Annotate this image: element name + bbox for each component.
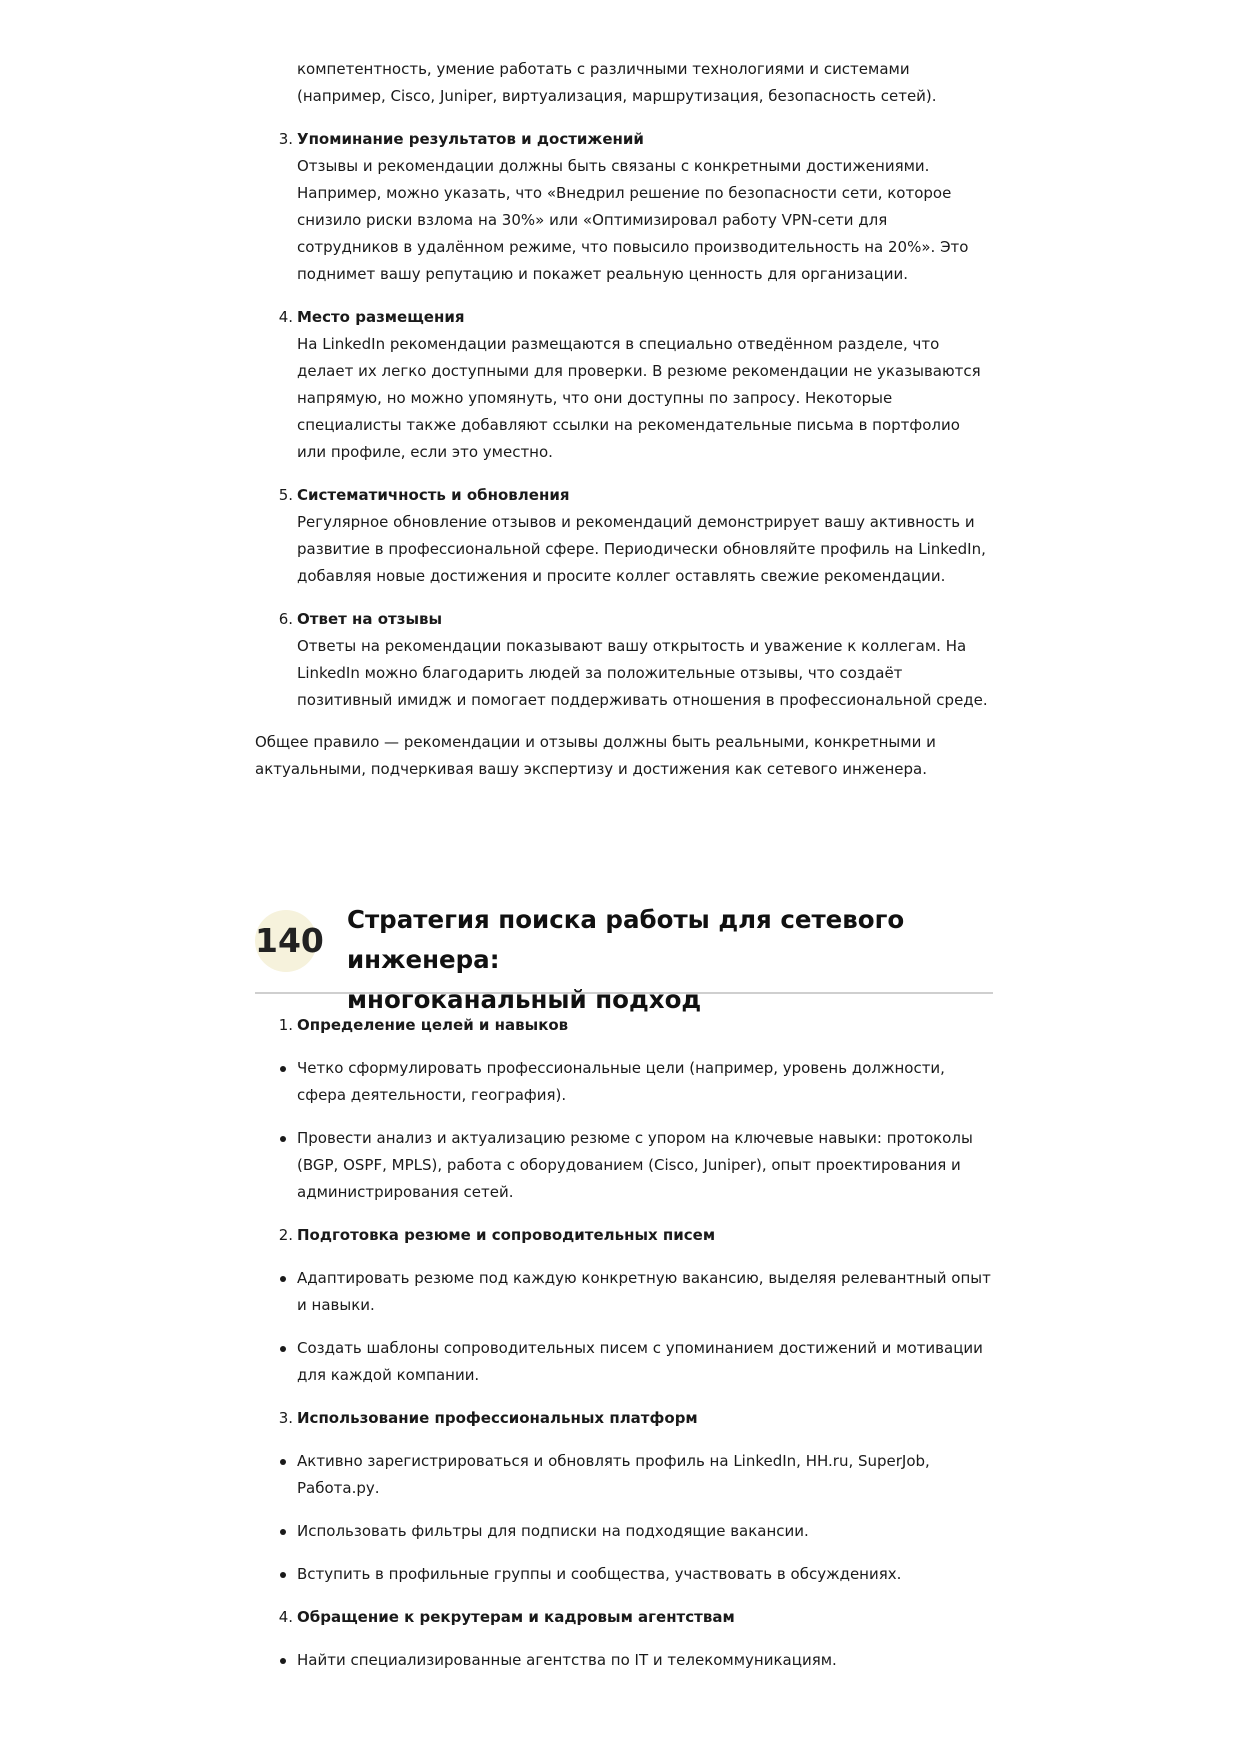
list-item — [255, 1222, 993, 1249]
bullet-item — [255, 1265, 993, 1319]
bullet-icon — [255, 1055, 297, 1109]
bullet-icon — [255, 1335, 297, 1389]
list-item-title: Обращение к рекрутерам и кадровым агентствам — [297, 1608, 735, 1626]
list-item — [255, 1604, 993, 1631]
section-number-badge: 140 — [255, 910, 317, 972]
bullet-text: Вступить в профильные группы и сообщества, участвовать в обсуждениях. — [297, 1565, 902, 1583]
bullet-item — [255, 1055, 993, 1109]
summary-paragraph: Общее правило — рекомендации и отзывы должны быть реальными, конкретными и актуальными, подчеркивая вашу экспертизу и достижения как сетевого инженера. — [255, 733, 936, 778]
list-number: 4. — [278, 308, 293, 326]
bullet-icon — [255, 1125, 297, 1206]
list-item-title: Ответ на отзывы — [297, 610, 443, 628]
section-title-line: Стратегия поиска работы для сетевого инженера: — [347, 905, 905, 974]
section-title — [347, 900, 993, 1020]
list-item — [255, 606, 993, 714]
list-item-title: Определение целей и навыков — [297, 1016, 569, 1034]
bullet-icon — [255, 1518, 297, 1545]
list-item-title: Упоминание результатов и достижений — [297, 130, 644, 148]
strategy-list — [255, 1012, 993, 1690]
list-item — [255, 1012, 993, 1039]
bullet-text: Четко сформулировать профессиональные цели (например, уровень должности, сфера деятельности, география). — [297, 1059, 945, 1104]
list-item-title: Место размещения — [297, 308, 465, 326]
section-title-line: многоканальный подход — [347, 985, 702, 1014]
list-number: 2. — [278, 1226, 293, 1244]
continuation-text: компетентность, умение работать с различными технологиями и системами (например, Cisco, Juniper, виртуализация, маршрутизация, безопасность сетей). — [297, 60, 937, 105]
list-item-text: Ответы на рекомендации показывают вашу открытость и уважение к коллегам. На LinkedIn можно благодарить людей за положительные отзывы, что создаёт позитивный имидж и помогает поддерживать отношения в профессиональной среде. — [297, 637, 988, 709]
bullet-item — [255, 1448, 993, 1502]
list-number: 3. — [278, 1409, 293, 1427]
bullet-icon — [255, 1448, 297, 1502]
list-number: 5. — [278, 486, 293, 504]
bullet-text: Использовать фильтры для подписки на подходящие вакансии. — [297, 1522, 809, 1540]
list-item-title: Систематичность и обновления — [297, 486, 570, 504]
bullet-icon — [255, 1265, 297, 1319]
list-item-text: На LinkedIn рекомендации размещаются в специально отведённом разделе, что делает их легко доступными для проверки. В резюме рекомендации не указываются напрямую, но можно упомянуть, что они доступны по запросу. Некоторые специалисты также добавляют ссылки на рекомендательные письма в портфолио или профиле, если это уместно. — [297, 335, 981, 461]
section-header — [255, 898, 993, 1014]
list-item-text: Регулярное обновление отзывов и рекомендаций демонстрирует вашу активность и развитие в профессиональной сфере. Периодически обновляйте профиль на LinkedIn, добавляя новые достижения и просите коллег оставлять свежие рекомендации. — [297, 513, 986, 585]
bullet-item — [255, 1647, 993, 1674]
list-number: 1. — [278, 1016, 293, 1034]
list-item — [255, 304, 993, 466]
article-body-part1 — [255, 56, 993, 783]
list-number: 3. — [278, 130, 293, 148]
bullet-item — [255, 1518, 993, 1545]
list-item — [255, 482, 993, 590]
bullet-item — [255, 1561, 993, 1588]
list-item — [255, 126, 993, 288]
bullet-item — [255, 1125, 993, 1206]
bullet-icon — [255, 1561, 297, 1588]
bullet-icon — [255, 1647, 297, 1674]
bullet-text: Найти специализированные агентства по IT и телекоммуникациям. — [297, 1651, 837, 1669]
list-number: 6. — [278, 610, 293, 628]
list-item-title: Подготовка резюме и сопроводительных писем — [297, 1226, 716, 1244]
list-number: 4. — [278, 1608, 293, 1626]
list-item — [255, 1405, 993, 1432]
bullet-text: Активно зарегистрироваться и обновлять профиль на LinkedIn, HH.ru, SuperJob, Работа.ру. — [297, 1452, 930, 1497]
list-item-text: Отзывы и рекомендации должны быть связаны с конкретными достижениями. Например, можно указать, что «Внедрил решение по безопасности сети, которое снизило риски взлома на 30%» или «Оптимизировал работу VPN-сети для сотрудников в удалённом режиме, что повысило производительность на 20%». Это поднимет вашу репутацию и покажет реальную ценность для организации. — [297, 157, 969, 283]
bullet-item — [255, 1335, 993, 1389]
bullet-text: Создать шаблоны сопроводительных писем с упоминанием достижений и мотивации для каждой компании. — [297, 1339, 983, 1384]
bullet-text: Адаптировать резюме под каждую конкретную вакансию, выделяя релевантный опыт и навыки. — [297, 1269, 991, 1314]
bullet-text: Провести анализ и актуализацию резюме с упором на ключевые навыки: протоколы (BGP, OSPF, MPLS), работа с оборудованием (Cisco, Juniper), опыт проектирования и администрирования сетей. — [297, 1129, 973, 1201]
list-item-title: Использование профессиональных платформ — [297, 1409, 698, 1427]
